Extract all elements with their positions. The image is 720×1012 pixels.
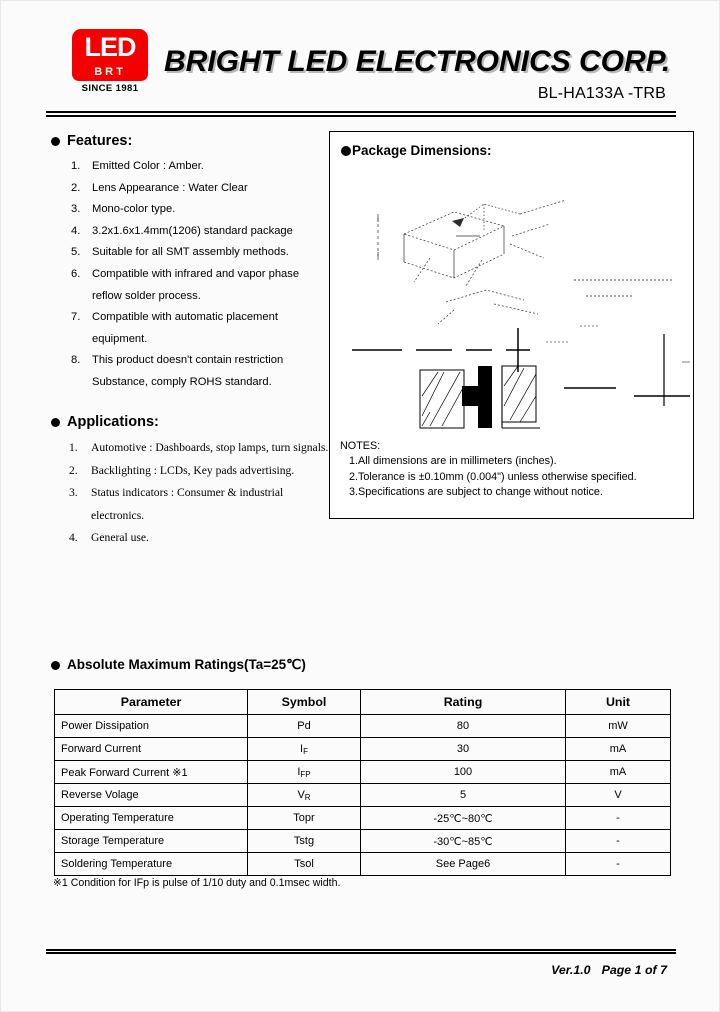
cell-unit: mW [566, 715, 671, 738]
list-item [71, 178, 326, 200]
note-line: 3.Specifications are subject to change without notice. [349, 485, 603, 498]
symbol-subscript: FP [300, 770, 311, 779]
list-item [69, 437, 336, 460]
cell-rating: 5 [361, 784, 566, 807]
table-row [55, 853, 671, 876]
item-text: Compatible with automatic placement equipment. [92, 311, 278, 345]
logo-led-text: LED [84, 32, 136, 62]
cell-parameter: Reverse Volage [55, 784, 248, 807]
page-footer [551, 963, 667, 977]
notes-title: NOTES: [340, 440, 381, 453]
page-header [1, 1, 720, 129]
symbol-base: V [297, 789, 305, 801]
symbol-base: Topr [293, 812, 315, 824]
header-divider [46, 111, 676, 117]
table-row [55, 807, 671, 830]
bullet-icon [341, 146, 351, 156]
cell-unit: mA [566, 761, 671, 784]
item-text: Lens Appearance : Water Clear [92, 181, 248, 194]
cell-symbol [248, 761, 361, 784]
bullet-icon [51, 137, 60, 146]
item-text: 3.2x1.6x1.4mm(1206) standard package [92, 224, 293, 237]
cell-symbol [248, 715, 361, 738]
cell-unit: mA [566, 738, 671, 761]
package-drawing-svg [334, 174, 691, 429]
cell-unit: - [566, 853, 671, 876]
cell-unit: - [566, 830, 671, 853]
symbol-base: Tsol [294, 858, 314, 870]
features-section [51, 133, 326, 394]
package-dimensions-heading [341, 143, 492, 158]
item-text: Compatible with infrared and vapor phase reflow solder process. [92, 267, 300, 302]
company-logo [61, 29, 159, 94]
item-number: 4. [69, 531, 78, 545]
item-text: Emitted Color : Amber. [92, 160, 204, 172]
item-number: 2. [69, 463, 78, 477]
logo-brt-text: BRT [94, 66, 126, 78]
list-item [71, 199, 326, 221]
cell-rating: 30 [361, 738, 566, 761]
part-number: BL-HA133A -TRB [537, 85, 666, 102]
ratings-heading-label: Absolute Maximum Ratings(Ta=25℃) [67, 657, 306, 672]
column-header-rating: Rating [361, 690, 566, 715]
ratings-section-heading [51, 657, 306, 673]
cell-symbol [248, 853, 361, 876]
symbol-base: I [300, 743, 304, 755]
column-header-parameter: Parameter [55, 690, 248, 715]
applications-list [51, 437, 336, 550]
features-list [51, 156, 326, 394]
list-item [71, 242, 326, 264]
cell-unit: V [566, 784, 671, 807]
cell-parameter: Soldering Temperature [55, 853, 248, 876]
list-item [71, 264, 326, 307]
list-item [71, 350, 326, 393]
cell-unit: - [566, 807, 671, 830]
cell-rating: -25℃~80℃ [361, 807, 566, 830]
column-header-symbol: Symbol [248, 690, 361, 715]
logo-since-text: SINCE 1981 [81, 83, 139, 94]
cell-parameter: Peak Forward Current ※1 [55, 761, 248, 784]
version-label: Ver.1.0 [551, 963, 591, 977]
bullet-icon [51, 418, 60, 427]
column-header-unit: Unit [566, 690, 671, 715]
item-number: 5. [71, 246, 81, 259]
symbol-base: Pd [297, 720, 311, 732]
item-text: Suitable for all SMT assembly methods. [92, 246, 289, 259]
item-text: General use. [91, 531, 149, 545]
table-row [55, 830, 671, 853]
applications-heading [51, 414, 336, 430]
package-drawing [334, 174, 691, 429]
table-row [55, 715, 671, 738]
absolute-maximum-ratings-table [54, 689, 671, 876]
applications-heading-label: Applications: [67, 414, 159, 430]
features-heading-label: Features: [67, 133, 133, 149]
footer-divider [46, 949, 676, 954]
item-text: This product doesn't contain restriction Substance, comply ROHS standard. [92, 354, 284, 388]
ratings-footnote: ※1 Condition for IFp is pulse of 1/10 duty and 0.1msec width. [53, 877, 341, 889]
company-title: BRIGHT LED ELECTRONICS CORP. [164, 45, 671, 78]
cell-symbol [248, 738, 361, 761]
table-row [55, 738, 671, 761]
item-number: 4. [71, 224, 81, 237]
cell-rating: 100 [361, 761, 566, 784]
cell-parameter: Power Dissipation [55, 715, 248, 738]
item-number: 6. [71, 267, 81, 280]
list-item [69, 527, 336, 550]
item-text: Backlighting : LCDs, Key pads advertising. [91, 463, 295, 477]
item-text: Status indicators : Consumer & industrial electronics. [91, 486, 284, 522]
table-header-row [55, 690, 671, 715]
table-row [55, 761, 671, 784]
package-dimensions-label: Package Dimensions: [352, 143, 492, 158]
symbol-subscript: R [304, 793, 311, 802]
item-text: Mono-color type. [92, 203, 176, 216]
applications-section [51, 414, 336, 550]
symbol-subscript: F [303, 747, 308, 756]
item-number: 1. [71, 160, 81, 172]
package-notes [340, 439, 685, 500]
cell-rating: 80 [361, 715, 566, 738]
list-item [71, 307, 326, 350]
list-item [69, 482, 336, 527]
symbol-base: Tstg [293, 835, 315, 847]
item-number: 7. [71, 311, 81, 324]
cell-symbol [248, 807, 361, 830]
list-item [71, 221, 326, 243]
table-row [55, 784, 671, 807]
item-number: 3. [69, 486, 78, 500]
package-dimensions-panel [329, 131, 694, 519]
cell-symbol [248, 830, 361, 853]
cell-parameter: Forward Current [55, 738, 248, 761]
cell-symbol [248, 784, 361, 807]
list-item [71, 156, 326, 178]
item-number: 8. [71, 354, 81, 367]
item-number: 2. [71, 181, 81, 194]
item-number: 3. [71, 203, 81, 216]
cell-rating: -30℃~85℃ [361, 830, 566, 853]
cell-parameter: Operating Temperature [55, 807, 248, 830]
bullet-icon [51, 661, 60, 670]
page-number-label: Page 1 of 7 [601, 963, 667, 977]
cell-parameter: Storage Temperature [55, 830, 248, 853]
item-text: Automotive : Dashboards, stop lamps, turn signals. [91, 441, 329, 454]
symbol-base: I [297, 766, 301, 778]
features-heading [51, 133, 326, 149]
logo-mark [72, 29, 148, 81]
list-item [69, 460, 336, 483]
note-line: 2.Tolerance is ±0.10mm (0.004") unless otherwise specified. [349, 470, 637, 483]
cell-rating: See Page6 [361, 853, 566, 876]
item-number: 1. [69, 441, 78, 454]
note-line: 1.All dimensions are in millimeters (inches). [349, 455, 557, 468]
